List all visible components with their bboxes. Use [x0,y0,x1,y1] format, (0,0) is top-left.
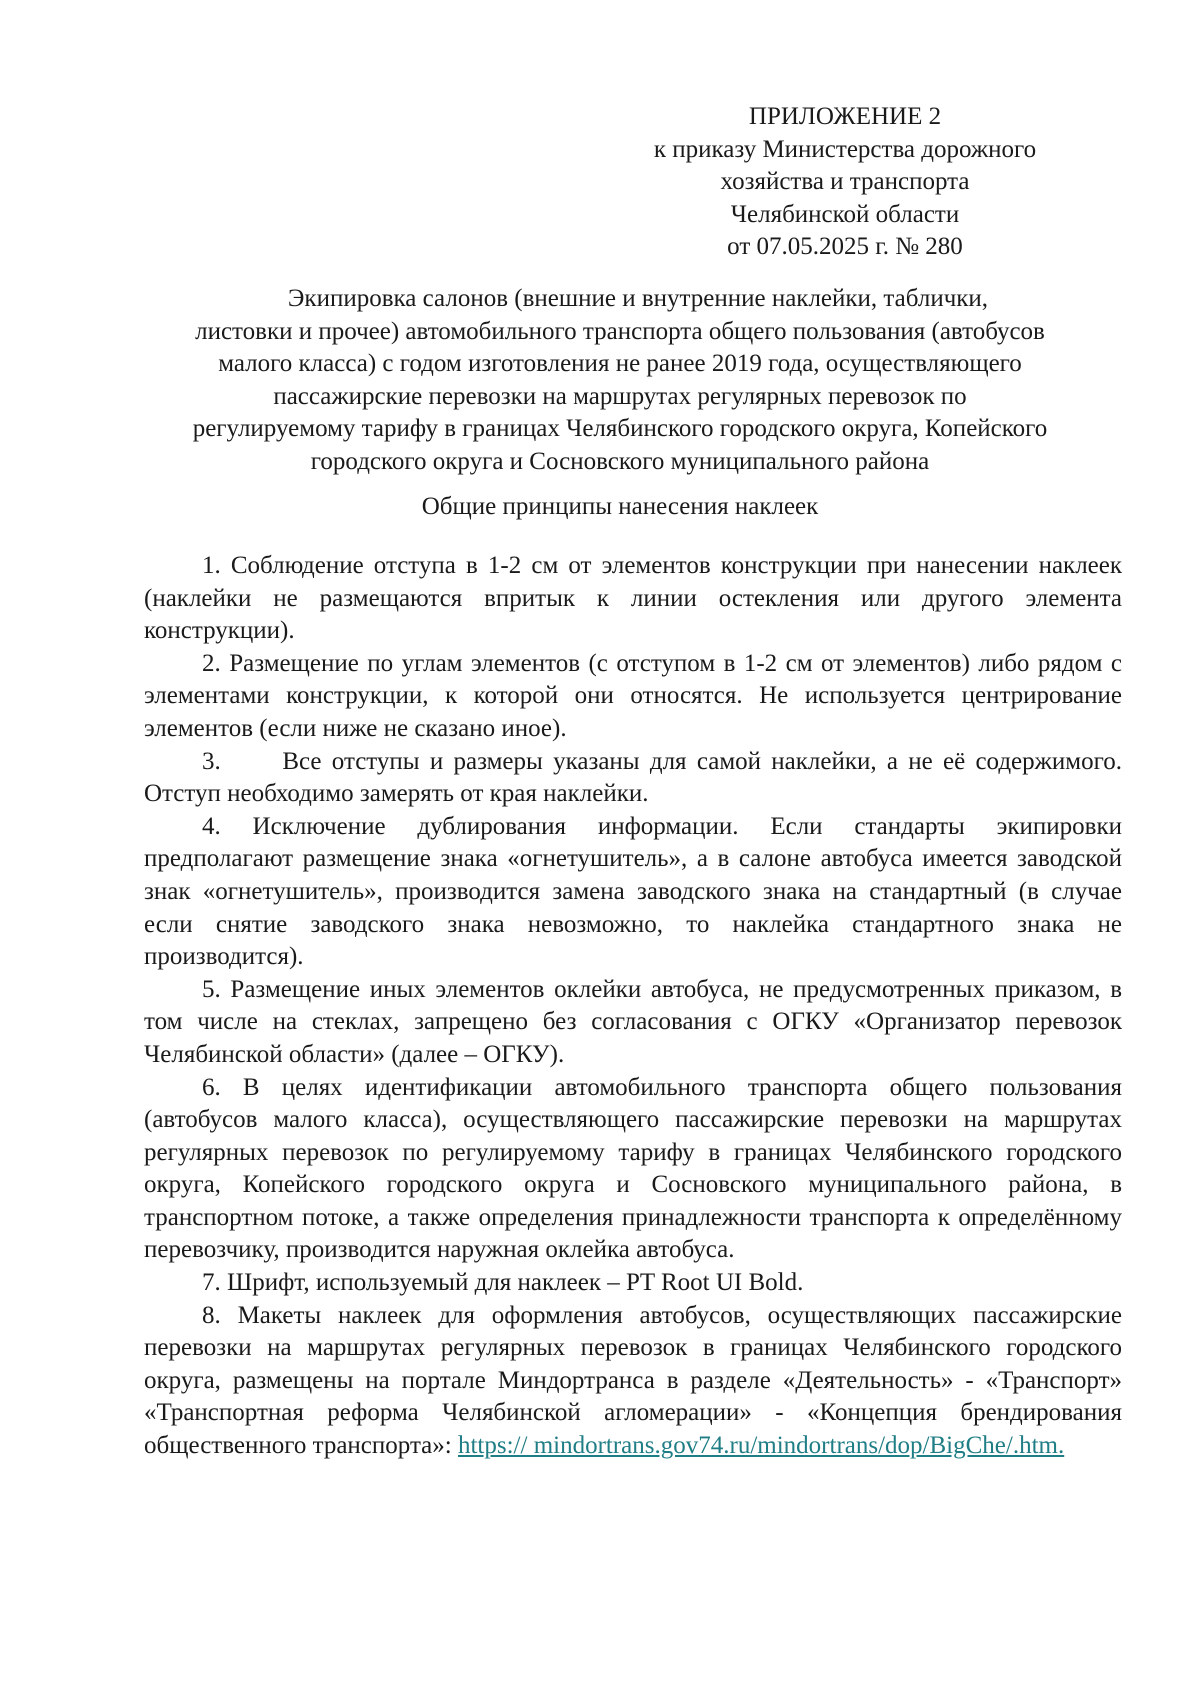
appendix-date: от 07.05.2025 г. № 280 [727,233,963,261]
item-number: 5. [202,975,221,1003]
list-item [144,550,1122,648]
item-number: 6. [202,1073,221,1101]
item-text: Исключение дублирования информации. Если стандарты экипировки предполагают размещение знака «огнетушитель», а в салоне автобуса имеется заводской знак «огнетушитель», производится замена заводского знака на стандартный (в случае если снятие заводского знака невозможно, то наклейка стандартного знака не производится). [144,812,1122,971]
appendix-region: Челябинской области [730,200,960,228]
section-heading: Общие принципы нанесения наклеек [421,493,819,520]
principles-list [144,550,1122,1463]
item-text: В целях идентификации автомобильного транспорта общего пользования (автобусов малого класса), осуществляющего пассажирские перевозки на маршрутах регулярных перевозок по регулируемому тарифу в границах Челябинского городского округа, Копейского городского округа и Сосновского муниципального района, в транспортном потоке, а также определения принадлежности транспорта к определённому перевозчику, производится наружная оклейка автобуса. [144,1073,1122,1264]
appendix-header [600,101,1090,264]
list-item [144,1267,1122,1300]
list-item [144,1300,1122,1463]
item-number: 8. [202,1301,221,1329]
item-text: Размещение иных элементов оклейки автобуса, не предусмотренных приказом, в том числе на стеклах, запрещено без согласования с ОГКУ «Организатор перевозок Челябинской области» (далее – ОГКУ). [144,975,1123,1068]
item-text: Все отступы и размеры указаны для самой наклейки, а не её содержимого. Отступ необходимо замерять от края наклейки. [144,747,1123,808]
appendix-number: ПРИЛОЖЕНИЕ 2 [748,103,942,130]
title-line: регулируемому тарифу в границах Челябинского городского округа, Копейского [192,415,1048,443]
list-item [144,1072,1122,1268]
item-number: 3. [202,747,221,775]
title-line: городского округа и Сосновского муниципального района [310,447,930,475]
document-title [130,283,1110,479]
list-item [144,811,1122,974]
item-number: 1. [202,552,221,579]
title-line: пассажирские перевозки на маршрутах регулярных перевозок по [273,382,967,410]
item-number: 4. [202,812,221,840]
title-line: Экипировка салонов (внешние и внутренние наклейки, таблички, [287,285,989,312]
appendix-ministry: хозяйства и транспорта [720,168,970,196]
item-text: Соблюдение отступа в 1-2 см от элементов конструкции при нанесении наклеек (наклейки не размещаются впритык к линии остекления или другого элемента конструкции). [144,552,1123,645]
portal-link[interactable]: https:// mindortrans.gov74.ru/mindortrans/dop/BigChe/.htm. [457,1432,1065,1460]
item-text: Макеты наклеек для оформления автобусов, осуществляющих пассажирские перевозки на маршрутах регулярных перевозок в границах Челябинского городского округа, размещены на портале Миндортранса в разделе «Деятельность» - «Транспорт» «Транспортная реформа Челябинской агломерации» - «Концепция брендирования общественного транспорта»: [144,1301,1123,1460]
appendix-order-ref: к приказу Министерства дорожного [653,135,1037,163]
title-line: малого класса) с годом изготовления не ранее 2019 года, осуществляющего [218,350,1022,378]
item-number: 7. [202,1269,221,1297]
list-item [144,746,1122,811]
item-text: Размещение по углам элементов (с отступом в 1-2 см от элементов) либо рядом с элементами конструкции, к которой они относятся. Не используется центрирование элементов (если ниже не сказано иное). [144,649,1122,742]
list-item [144,648,1122,746]
item-text: Шрифт, используемый для наклеек – PT Root UI Bold. [227,1269,804,1297]
item-number: 2. [202,649,221,677]
list-item [144,974,1122,1072]
title-line: листовки и прочее) автомобильного транспорта общего пользования (автобусов [195,317,1045,345]
